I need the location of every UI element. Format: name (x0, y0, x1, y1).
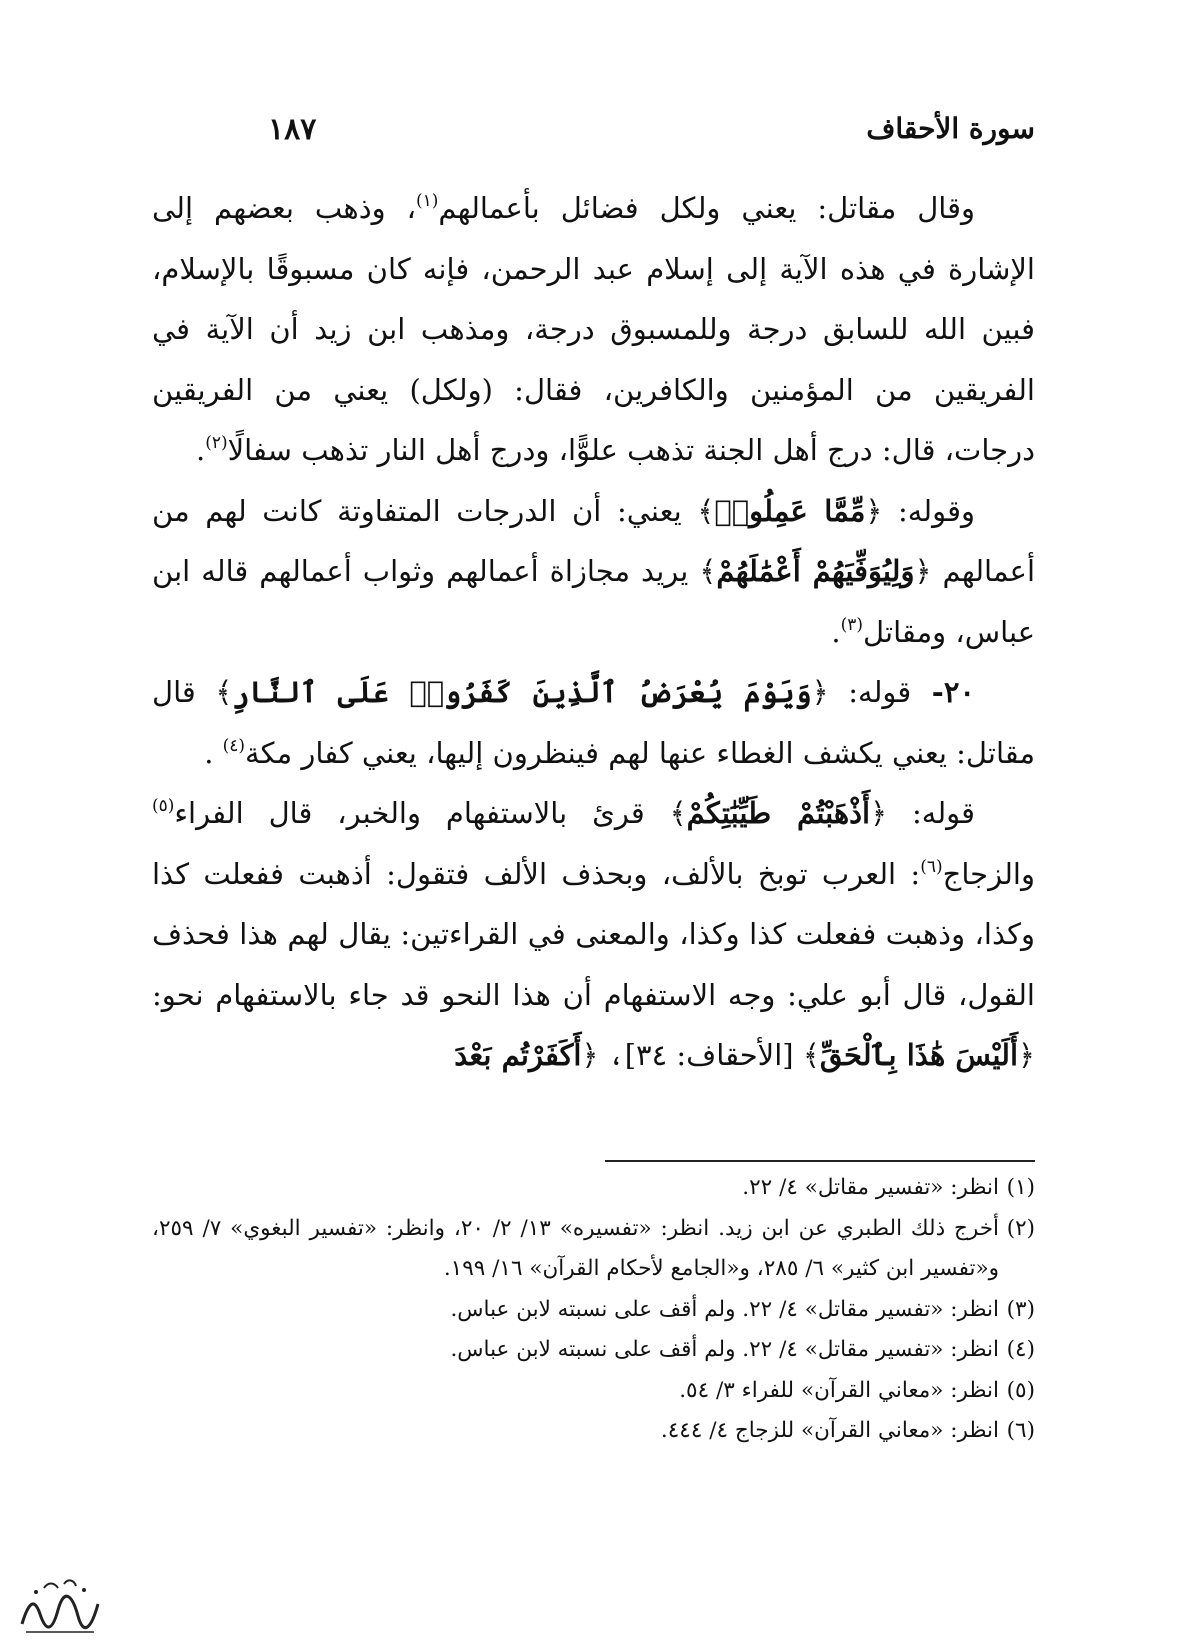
body-text-segment: : العرب توبخ بالألف، وبحذف الألف فتقول: أذهبت ففعلت كذا وكذا، وذهبت ففعلت كذا وكذا، والمعنى في القراءتين: يقال لهم هذا فحذف القول، قال أبو علي: وجه الاستفهام أن هذا النحو قد جاء بالاستفهام نحو: (152, 856, 1035, 1012)
paragraph (152, 178, 1035, 481)
body-text-segment: والزجاج (942, 856, 1035, 891)
ornate-bracket-open: ﴿ (870, 796, 888, 830)
body-text-segment: قوله: (887, 796, 975, 830)
footnotes (152, 1168, 1035, 1452)
ornate-bracket-close: ﴾ (669, 796, 687, 830)
footnote (152, 1411, 1035, 1452)
quran-quote (697, 494, 882, 528)
footnote-text: أخرج ذلك الطبري عن ابن زيد. انظر: «تفسيره» ١٣/ ٢/ ٢٠، وانظر: «تفسير البغوي» ٧/ ٢٥٩، و«تفسير ابن كثير» ٦/ ٢٨٥، و«الجامع لأحكام القرآن» ١٦/ ١٩٩. (152, 1215, 1000, 1281)
footnote-text: انظر: «تفسير مقاتل» ٤/ ٢٢. (742, 1175, 999, 1200)
quran-text: أَلَيْسَ هَٰذَا بِٱلْحَقِّ (819, 1038, 1018, 1072)
ornate-bracket-close: ﴾ (215, 675, 233, 709)
body-text-segment: قرئ بالاستفهام والخبر، قال الفراء (174, 796, 670, 830)
page-header (150, 112, 1035, 162)
footnote-divider (605, 1160, 1035, 1162)
quran-quote (215, 675, 828, 709)
footnote-number: (١) (1006, 1175, 1035, 1200)
quran-text: أَكَفَرْتُم بَعْدَ (454, 1038, 582, 1072)
footnote-reference: (٥) (152, 796, 175, 816)
footnote-reference: (٢) (205, 433, 228, 453)
page-number: ١٨٧ (268, 112, 317, 147)
paragraph (152, 481, 1035, 663)
body-text-segment: قوله: (828, 675, 912, 709)
footnote (152, 1168, 1035, 1209)
footnote (152, 1209, 1035, 1290)
footnote-reference: (٤) (222, 735, 246, 756)
ornate-bracket-close: ﴾ (697, 493, 715, 528)
quran-quote (670, 796, 888, 830)
main-text (152, 178, 1035, 1086)
footnote-text: انظر: «معاني القرآن» للزجاج ٤/ ٤٤٤. (660, 1418, 999, 1443)
quran-text: وَلِيُوَفِّيَهُمْ أَعْمَٰلَهُمْ (716, 554, 915, 588)
quran-text: أَذْهَبْتُمْ طَيِّبَٰتِكُمْ (686, 796, 871, 830)
quran-quote (803, 1038, 1035, 1072)
ornate-bracket-open: ﴿ (914, 554, 932, 588)
footnote-number: (٤) (1006, 1337, 1035, 1362)
footnote-reference: (٣) (840, 614, 864, 635)
footnote-number: (٣) (1006, 1296, 1035, 1322)
quran-text: مِّمَّا عَمِلُوا۟ (714, 493, 866, 528)
footnote-text: انظر: «تفسير مقاتل» ٤/ ٢٢. ولم أقف على نسبته لابن عباس. (450, 1296, 999, 1322)
footnote (152, 1330, 1035, 1371)
surah-title: سورة الأحقاف (866, 112, 1035, 145)
ornate-bracket-open: ﴿ (1018, 1038, 1035, 1072)
footnote-number: (٦) (1006, 1418, 1035, 1443)
body-text-segment: [الأحقاف: ٣٤]، (598, 1038, 803, 1072)
footnote (152, 1371, 1035, 1412)
footnote-text: انظر: «تفسير مقاتل» ٤/ ٢٢. ولم أقف على نسبته لابن عباس. (450, 1337, 999, 1362)
body-text-segment: يعني: أن الدرجات المتفاوتة كانت لهم من أعمالهم (152, 493, 1036, 588)
body-text-segment: وقال مقاتل: يعني ولكل فضائل بأعمالهم (438, 191, 975, 225)
body-text-segment: وقوله: (882, 493, 975, 528)
footnote-text: انظر: «معاني القرآن» للفراء ٣/ ٥٤. (679, 1377, 999, 1403)
body-text-segment: يريد مجازاة أعمالهم وثواب أعمالهم قاله ابن عباس، ومقاتل (152, 554, 1035, 649)
quran-quote (454, 1038, 598, 1072)
ornate-bracket-open: ﴿ (581, 1038, 599, 1072)
library-stamp-logo (14, 1574, 104, 1640)
body-text-segment: . (196, 433, 206, 467)
paragraph (152, 662, 1035, 783)
quran-text: وَيَوْمَ يُعْرَضُ ٱلَّذِينَ كَفَرُوا۟ عَلَى ٱلنَّارِ (232, 675, 812, 709)
body-text-segment: قال مقاتل: يعني يكشف الغطاء عنها لهم فينظرون إليها، يعني كفار مكة (152, 675, 1035, 770)
footnote (152, 1290, 1035, 1331)
quran-quote (699, 554, 931, 588)
verse-number: ٢٠- (911, 675, 975, 709)
footnote-number: (٢) (1006, 1215, 1036, 1241)
footnote-reference: (١) (415, 191, 439, 211)
ornate-bracket-close: ﴾ (699, 554, 717, 588)
ornate-bracket-open: ﴿ (811, 675, 829, 709)
ornate-bracket-close: ﴾ (802, 1038, 820, 1072)
footnote-number: (٥) (1006, 1377, 1035, 1403)
ornate-bracket-open: ﴿ (865, 493, 883, 528)
paragraph (152, 783, 1035, 1086)
body-text-segment: . (831, 614, 841, 649)
body-text-segment: . (204, 735, 223, 770)
body-text-segment: ، وذهب بعضهم إلى الإشارة في هذه الآية إلى إسلام عبد الرحمن، فإنه كان مسبوقًا بالإسلام، فبين الله للسابق درجة وللمسبوق درجة، ومذهب ابن زيد أن الآية في الفريقين من المؤمنين والكافرين، فقال: (ولكل) يعني من الفريقين درجات، قال: درج أهل الجنة تذهب علوًّا، ودرج أهل النار تذهب سفالًا (152, 191, 1035, 467)
footnote-reference: (٦) (920, 856, 943, 877)
